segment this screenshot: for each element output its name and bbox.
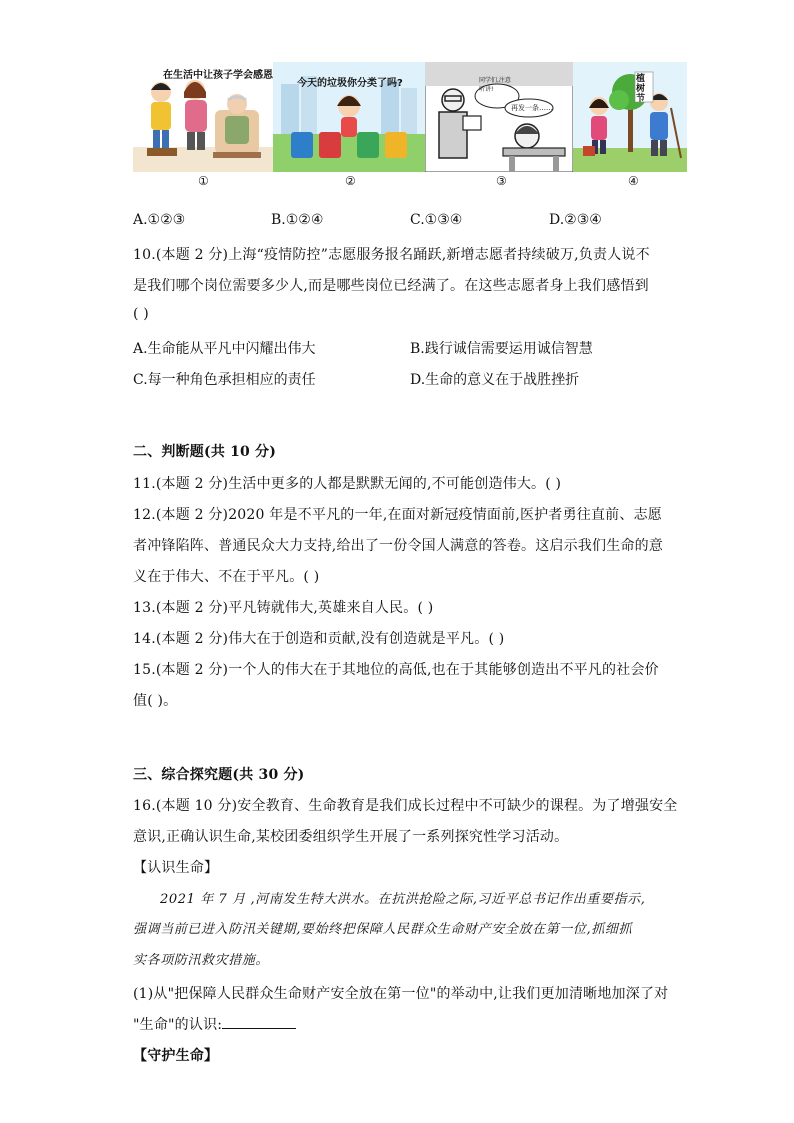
q9-option-b: B.①②④ [271, 212, 324, 228]
q16-1-line-1: (1)从"把保障人民群众生命财产安全放在第一位"的举动中,让我们更加清晰地加深了对 [133, 986, 669, 1002]
q10-line-3: ( ) [133, 306, 149, 322]
q11-line: 11.(本题 2 分)生活中更多的人都是默默无闻的,不可能创造伟大。( ) [133, 476, 562, 492]
q12-line-1: 12.(本题 2 分)2020 年是不平凡的一年,在面对新冠疫情面前,医护者勇往直前、志愿 [133, 507, 662, 523]
image-number-1: ① [198, 174, 209, 188]
tree-planting-sign: 植树节 [636, 74, 646, 104]
speech-bubble-teacher: 同学们,注意听讲! [479, 77, 511, 93]
material-line-1: 2021 年 7 月 ,河南发生特大洪水。在抗洪抢险之际,习近平总书记作出重要指示, [160, 892, 646, 907]
tree-planting-illustration [573, 62, 687, 172]
q16-line-1: 16.(本题 10 分)安全教育、生命教育是我们成长过程中不可缺少的课程。为了增强安全 [133, 798, 678, 814]
image-gratitude [133, 62, 273, 172]
image-garbage-sorting [273, 62, 425, 172]
q10-option-d: D.生命的意义在于战胜挫折 [410, 372, 580, 388]
image-tree-planting [573, 62, 687, 172]
q10-line-1: 10.(本题 2 分)上海“疫情防控”志愿服务报名踊跃,新增志愿者持续破万,负责人说不 [133, 247, 650, 263]
q15-line-2: 值( )。 [133, 693, 178, 709]
q9-option-a: A.①②③ [133, 212, 186, 228]
image-number-2: ② [345, 174, 356, 188]
q10-line-2: 是我们哪个岗位需要多少人,而是哪些岗位已经满了。在这些志愿者身上我们感悟到 [133, 278, 649, 294]
q16-line-2: 意识,正确认识生命,某校团委组织学生开展了一系列探究性学习活动。 [133, 829, 569, 845]
material-line-3: 实各项防汛救灾措施。 [133, 953, 270, 968]
image-number-3: ③ [496, 174, 507, 188]
q14-line: 14.(本题 2 分)伟大在于创造和贡献,没有创造就是平凡。( ) [133, 631, 505, 647]
subheading-know-life: 【认识生命】 [133, 860, 219, 876]
q12-line-3: 义在于伟大、不在于平凡。( ) [133, 569, 320, 585]
q12-line-2: 者冲锋陷阵、普通民众大力支持,给出了一份令国人满意的答卷。这启示我们生命的意 [133, 538, 664, 554]
material-line-2: 强调当前已进入防汛关键期,要始终把保障人民群众生命财产安全放在第一位,抓细抓 [133, 922, 633, 937]
q9-option-c: C.①③④ [410, 212, 463, 228]
image-number-4: ④ [628, 174, 639, 188]
q13-line: 13.(本题 2 分)平凡铸就伟大,英雄来自人民。( ) [133, 600, 434, 616]
answer-blank[interactable] [222, 1016, 296, 1029]
q16-1-line-2 [133, 1014, 296, 1034]
subheading-guard-life: 【守护生命】 [133, 1048, 219, 1064]
section-3-title: 三、综合探究题(共 30 分) [133, 767, 305, 783]
q16-1-text: "生命"的认识: [133, 1017, 223, 1033]
q10-option-a: A.生命能从平凡中闪耀出伟大 [133, 341, 316, 357]
section-2-title: 二、判断题(共 10 分) [133, 444, 277, 460]
image-classroom [425, 62, 573, 172]
q10-option-b: B.践行诚信需要运用诚信智慧 [410, 341, 593, 357]
image-caption: 在生活中让孩子学会感恩 [163, 70, 273, 81]
q9-option-d: D.②③④ [549, 212, 602, 228]
image-caption: 今天的垃圾你分类了吗? [297, 78, 403, 89]
q15-line-1: 15.(本题 2 分)一个人的伟大在于其地位的高低,也在于其能够创造出不平凡的社会价 [133, 662, 659, 678]
speech-bubble-student: 再发一条…… [511, 104, 553, 112]
q10-option-c: C.每一种角色承担相应的责任 [133, 372, 316, 388]
